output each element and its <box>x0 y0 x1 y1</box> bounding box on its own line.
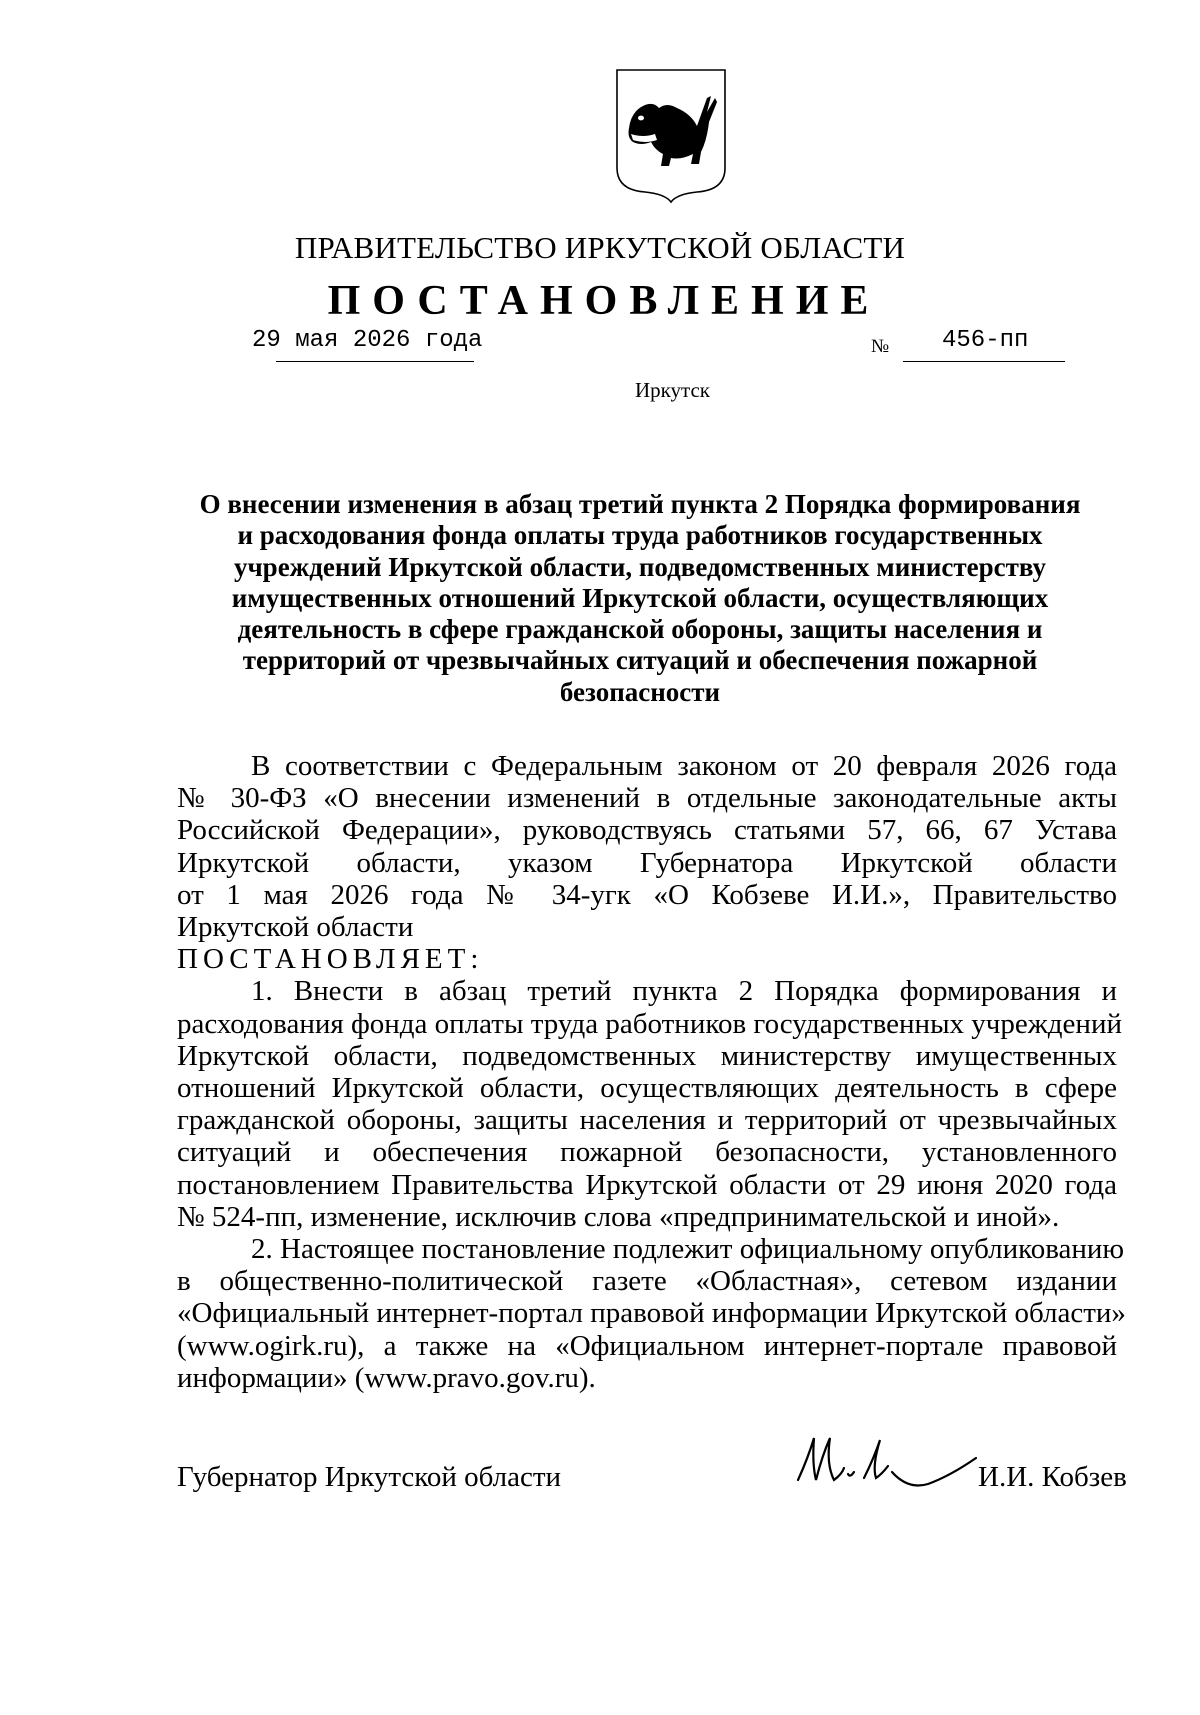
item2-line: 2. Настоящее постановление подлежит официальному опубликованию <box>251 1233 1125 1266</box>
preamble-line: Иркутской области, указом Губернатора Иркутской области <box>177 846 1117 879</box>
item1-line: постановлением Правительства Иркутской области от 29 июня 2020 года <box>177 1168 1117 1201</box>
date-underline <box>276 361 474 362</box>
title-line: и расходования фонда оплаты труда работников государственных <box>237 520 1043 551</box>
document-city: Иркутск <box>634 378 711 402</box>
title-line: О внесении изменения в абзац третий пункта 2 Порядка формирования <box>199 489 1081 519</box>
title-line: территорий от чрезвычайных ситуаций и обеспечения пожарной <box>242 645 1038 676</box>
title-line: учреждений Иркутской области, подведомственных министерству <box>233 551 1047 582</box>
document-date: 29 мая 2026 года <box>252 327 483 354</box>
item1-line: Иркутской области, подведомственных министерству имущественных <box>177 1039 1117 1072</box>
signer-name: И.И. Кобзев <box>978 1461 1127 1493</box>
item1-line: гражданской обороны, защиты населения и территорий от чрезвычайных <box>177 1104 1117 1137</box>
document-title <box>170 489 1110 708</box>
preamble-line: № 30-ФЗ «О внесении изменений в отдельные законодательные акты <box>177 782 1117 815</box>
item2-line: информации» (www.pravo.gov.ru). <box>177 1361 596 1394</box>
resolves-keyword: ПОСТАНОВЛЯЕТ: <box>177 943 484 976</box>
preamble-line: от 1 мая 2026 года № 34-угк «О Кобзеве И.И.», Правительство <box>177 878 1117 911</box>
item2-line: в общественно-политической газете «Областная», сетевом издании <box>177 1265 1117 1298</box>
document-type: ПОСТАНОВЛЕНИЕ <box>327 278 881 324</box>
coat-of-arms-icon <box>615 68 727 204</box>
organization-title: ПРАВИТЕЛЬСТВО ИРКУТСКОЙ ОБЛАСТИ <box>294 230 906 265</box>
document-number: 456-пп <box>942 327 1029 354</box>
item2-line: «Официальный интернет-портал правовой информации Иркутской области» <box>177 1297 1126 1330</box>
item1-line: № 524-пп, изменение, исключив слова «предпринимательской и иной». <box>177 1200 1060 1233</box>
number-underline <box>903 361 1065 362</box>
title-line: деятельность в сфере гражданской обороны, защиты населения и <box>237 614 1043 645</box>
item2-line: (www.ogirk.ru), а также на «Официальном интернет-портале правовой <box>177 1329 1117 1362</box>
item1-line: отношений Иркутской области, осуществляющих деятельность в сфере <box>177 1072 1117 1105</box>
title-line: имущественных отношений Иркутской области, осуществляющих <box>231 582 1049 613</box>
number-sign: № <box>871 336 890 357</box>
handwritten-signature-icon <box>790 1428 980 1498</box>
signer-position: Губернатор Иркутской области <box>177 1461 562 1493</box>
preamble-line: Иркутской области <box>177 911 414 944</box>
item1-line: 1. Внести в абзац третий пункта 2 Порядка формирования и <box>251 975 1117 1008</box>
item1-line: ситуаций и обеспечения пожарной безопасности, установленного <box>177 1136 1117 1169</box>
preamble-line: В соответствии с Федеральным законом от 20 февраля 2026 года <box>251 750 1117 782</box>
title-line: безопасности <box>559 676 721 707</box>
preamble-line: Российской Федерации», руководствуясь статьями 57, 66, 67 Устава <box>177 814 1117 847</box>
document-body <box>177 750 1126 1394</box>
item1-line: расходования фонда оплаты труда работников государственных учреждений <box>177 1007 1122 1040</box>
